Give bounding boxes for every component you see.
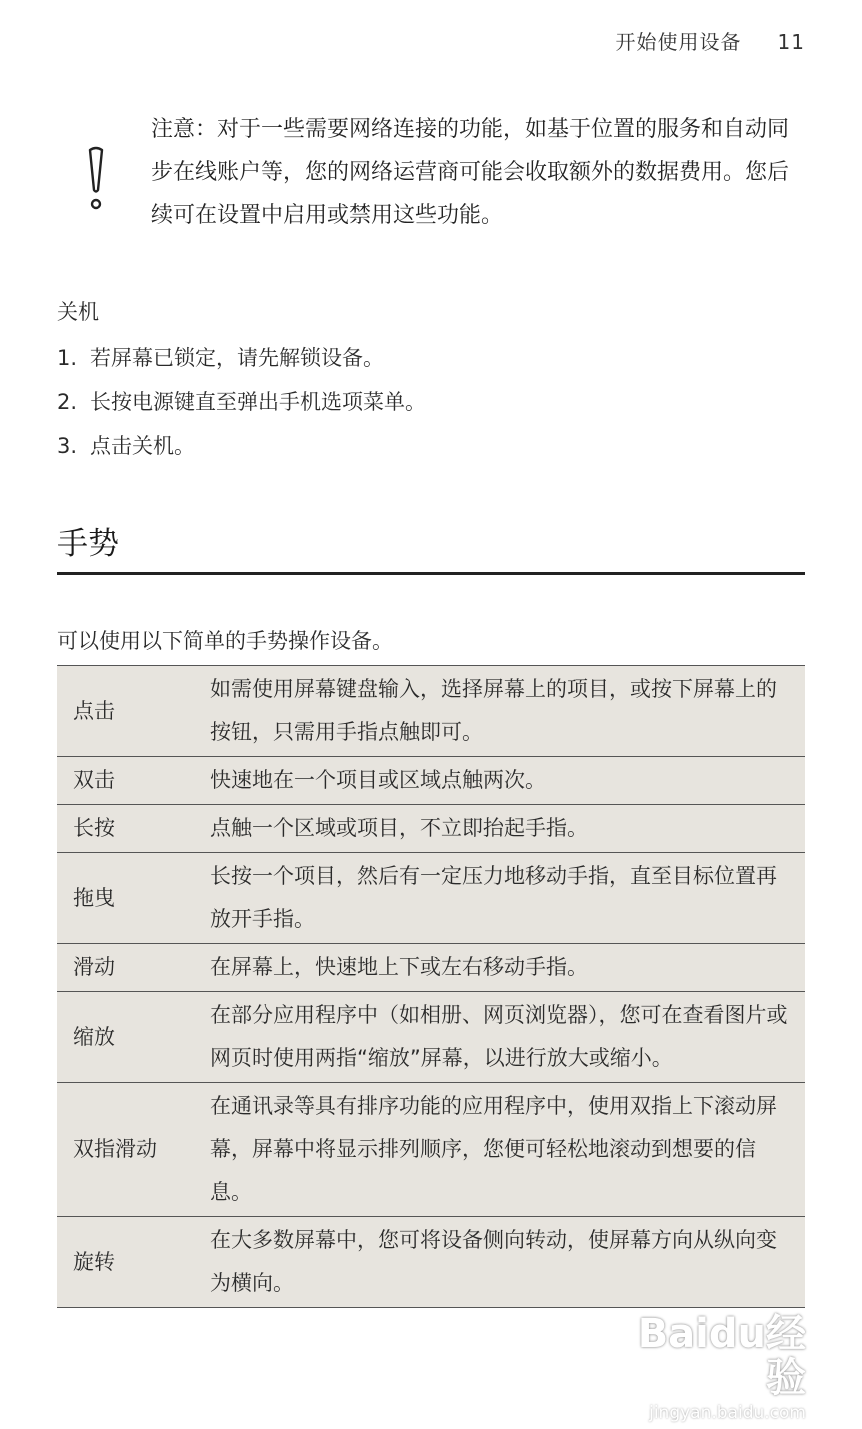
table-row bbox=[57, 666, 805, 757]
list-item bbox=[57, 424, 805, 468]
table-row bbox=[57, 1217, 805, 1308]
note-text: 注意：对于一些需要网络连接的功能，如基于位置的服务和自动同步在线账户等，您的网络运营商可能会收取额外的数据费用。您后续可在设置中启用或禁用这些功能。 bbox=[151, 117, 790, 228]
watermark bbox=[606, 1311, 806, 1423]
step-number: 3. bbox=[57, 434, 78, 458]
shutdown-section bbox=[57, 292, 805, 468]
page-header bbox=[616, 26, 805, 55]
step-text: 点击关机。 bbox=[90, 434, 195, 458]
gesture-term: 双指滑动 bbox=[57, 1083, 210, 1217]
gesture-desc: 快速地在一个项目或区域点触两次。 bbox=[210, 757, 805, 805]
table-row bbox=[57, 992, 805, 1083]
chapter-title: 开始使用设备 bbox=[615, 30, 742, 54]
table-row bbox=[57, 944, 805, 992]
watermark-brand: Baidu经验 bbox=[637, 1311, 806, 1401]
note-callout bbox=[57, 108, 805, 238]
gesture-term: 滑动 bbox=[57, 944, 210, 992]
gesture-desc: 长按一个项目，然后有一定压力地移动手指，直至目标位置再放开手指。 bbox=[210, 853, 805, 944]
list-item bbox=[57, 380, 805, 424]
step-number: 1. bbox=[57, 346, 78, 370]
list-item bbox=[57, 336, 805, 380]
table-row bbox=[57, 757, 805, 805]
shutdown-steps bbox=[57, 336, 805, 468]
table-row bbox=[57, 853, 805, 944]
gesture-term: 双击 bbox=[57, 757, 210, 805]
table-row bbox=[57, 805, 805, 853]
gesture-term: 缩放 bbox=[57, 992, 210, 1083]
gesture-desc: 点触一个区域或项目，不立即抬起手指。 bbox=[210, 805, 805, 853]
gestures-intro: 可以使用以下简单的手势操作设备。 bbox=[57, 629, 393, 653]
gestures-heading: 手势 bbox=[57, 520, 805, 575]
gesture-term: 点击 bbox=[57, 666, 210, 757]
shutdown-label: 关机 bbox=[57, 300, 99, 324]
step-text: 若屏幕已锁定，请先解锁设备。 bbox=[90, 346, 384, 370]
gesture-desc: 在通讯录等具有排序功能的应用程序中，使用双指上下滚动屏幕，屏幕中将显示排列顺序，您便可轻松地滚动到想要的信息。 bbox=[210, 1083, 805, 1217]
step-number: 2. bbox=[57, 390, 78, 414]
gesture-table bbox=[57, 665, 805, 1308]
page-number: 11 bbox=[777, 30, 805, 54]
step-text: 长按电源键直至弹出手机选项菜单。 bbox=[90, 390, 426, 414]
gesture-term: 旋转 bbox=[57, 1217, 210, 1308]
table-row bbox=[57, 1083, 805, 1217]
exclamation-icon bbox=[81, 146, 111, 212]
gesture-desc: 如需使用屏幕键盘输入，选择屏幕上的项目，或按下屏幕上的按钮，只需用手指点触即可。 bbox=[210, 666, 805, 757]
gesture-term: 长按 bbox=[57, 805, 210, 853]
gesture-term: 拖曳 bbox=[57, 853, 210, 944]
watermark-url: jingyan.baidu.com bbox=[649, 1403, 806, 1423]
gesture-desc: 在部分应用程序中（如相册、网页浏览器），您可在查看图片或网页时使用两指“缩放”屏幕，以进行放大或缩小。 bbox=[210, 992, 805, 1083]
gesture-desc: 在屏幕上，快速地上下或左右移动手指。 bbox=[210, 944, 805, 992]
gesture-desc: 在大多数屏幕中，您可将设备侧向转动，使屏幕方向从纵向变为横向。 bbox=[210, 1217, 805, 1308]
